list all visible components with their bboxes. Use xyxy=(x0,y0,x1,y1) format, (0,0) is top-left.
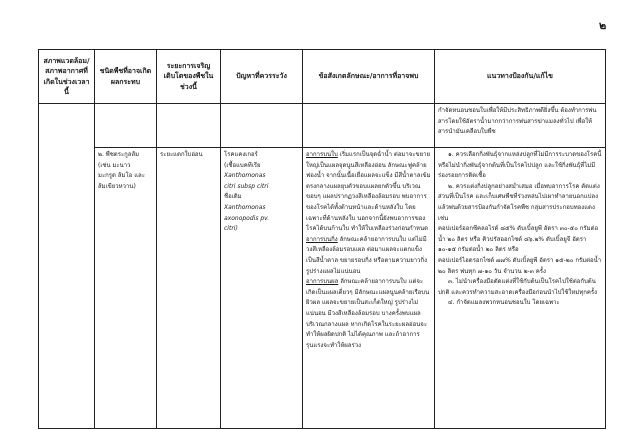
management-cell xyxy=(435,148,606,429)
management-item: คอปเปอร์ไฮดรอกไซด์ ๗๗% ดับเบิ้ลยูพี อัตรา ๑๕-๒๐ กรัมต่อน้ำ ๒๐ ลิตร พ่นทุก ๗-๑๐ วัน จำนวน ๒-๓ ครั้ง xyxy=(438,256,602,275)
continuation-management: กำจัดหนอนชอนใบเพื่อให้มีประสิทธิภาพดียิ่งขึ้น ต้องทำการพ่นสารโดยใช้อัตราน้ำมากกว่าการพ่นสารฆ่าแมลงทั่วไป เพื่อให้สารนำมันเคลือบใบพืช xyxy=(435,104,606,148)
continuation-row xyxy=(39,104,606,148)
management-item: คอปเปอร์ออกซีคลอไรด์ ๘๕% ดับเบิ้ลยูพี อัตรา ๓๐-๕๐ กรัมต่อน้ำ ๒๐ ลิตร หรือ คิวปรัสออกไซด์ ๘๖.๒% ดับเบิ้ลยูจี อัตรา ๑๐-๑๕ กรัมต่อน้ำ ๒๐ ลิตร หรือ xyxy=(438,225,599,254)
problem-cell: โรคแคงเกอร์ (เชื้อแบคทีเรีย Xanthomonas citri subsp citri ชื่อเดิม Xanthomonas axonopodis pv. citri) xyxy=(221,148,303,429)
branch-symptoms: อาการบนกิ่ง ลักษณะคล้ายอาการบนใบ แต่ไม่มีวงสีเหลืองล้อมรอบแผล ต่อมาแผลจะแตกแข็ง เป็นสีน้ำตาล ขยายรอบกิ่ง หรือตามความยาวกิ่ง รูปร่างแผลไม่แน่นอน xyxy=(306,235,428,275)
header-symptoms: ข้อสังเกตลักษณะ/อาการที่อาจพบ xyxy=(303,50,435,104)
growth-stage-cell: ระยะแตกใบอ่อน xyxy=(157,148,221,429)
symptoms-cell xyxy=(303,148,435,429)
header-management: แนวทางป้องกัน/แก้ไข xyxy=(435,50,606,104)
header-growth-stage: ระยะการเจริญเติบโตของพืชในช่วงนี้ xyxy=(157,50,221,104)
header-problem: ปัญหาที่ควรระวัง xyxy=(221,50,303,104)
header-row xyxy=(39,50,606,104)
management-item: ๔. กำจัดแมลงพวกหนอนชอนใบ โดยเฉพาะ xyxy=(448,299,560,307)
citrus-row xyxy=(39,148,606,429)
management-item: ๑. ควรเลือกกิ่งพันธุ์จากแหล่งปลูกที่ไม่มีการระบาดของโรคนี้ หรือไม่นำกิ่งพันธุ์จากต้นที่เป็นโรคไปปลูก และใช้กิ่งพันธุ์ที่ไม่มีร่องรอยการติดเชื้อ xyxy=(438,151,602,180)
management-item: ๒. ควรแต่งกิ่งปลูกอย่างสม่ำเสมอ เมื่อพบอาการโรค ตัดแต่งส่วนที่เป็นโรค และเก็บเศษพืชที่ร่วงหล่นไปเผาทำลายนอกแปลง แล้วพ่นด้วยสารป้องกันกำจัดโรคพืช กลุ่มสารประกอบทองแดง เช่น xyxy=(438,182,600,222)
advisory-table xyxy=(38,49,606,429)
management-item: ๓. ไม่นำเครื่องมือตัดแต่งที่ใช้กับต้นเป็นโรคไปใช้ต่อกับต้นปกติ และควรทำความสะอาดเครื่องมือก่อนนำไปใช้ใหม่ทุกครั้ง xyxy=(438,278,598,296)
leaf-symptoms: อาการบนใบ เริ่มแรกเป็นจุดฉ่ำน้ำ ต่อมาจะขยายใหญ่เป็นแผลจุดนูนสีเหลืองอ่อน ลักษณะฟูคล้ายฟองน้ำ จากนั้นเนื้อเยื่อแผลจะแข็ง มีสีน้ำตาลเข้ม ตรงกลางแผลยุบตัวขอบแผลยกตัวขึ้น บริเวณขอบๆ แผลปรากฏวงสีเหลืองล้อมรอบ พบอาการของโรคได้ทั้งด้านหน้าและด้านหลังใบ โดยเฉพาะที่ด้านหลังใบ นอกจากนี้ยังพบอาการของโรคได้บนก้านใบ ทำให้ใบเหลืองร่วงก่อนกำหนด xyxy=(306,151,431,233)
header-crop: ชนิดพืชที่อาจเกิดผลกระทบ xyxy=(95,50,157,104)
crop-cell: ๒. พืชตระกูลส้ม (เช่น มะนาว มะกรูด ส้มโอ และ ส้มเขียวหวาน) xyxy=(95,148,157,429)
fruit-symptoms: อาการบนผล ลักษณะคล้ายอาการบนใบ แต่จะเกิดเป็นแผลเดี่ยวๆ มีลักษณะแผลนูนคล้ายเรือบนผิวผล แผลจะขยายเป็นสะเก็ดใหญ่ รูปร่างไม่แน่นอน มีวงสีเหลืองล้อมรอบ บางครั้งพบแผลบริเวณกลางแผล หากเกิดโรคในระยะผลอ่อนจะทำให้ผลผิดปกติ ไม่ได้คุณภาพ และถ้าอาการรุนแรงจะทำให้ผลร่วง xyxy=(306,278,430,349)
page-number: ๒ xyxy=(599,19,607,32)
header-environment: สภาพแวดล้อม/สภาพอากาศที่เกิดในช่วงเวลานี้ xyxy=(39,50,95,104)
